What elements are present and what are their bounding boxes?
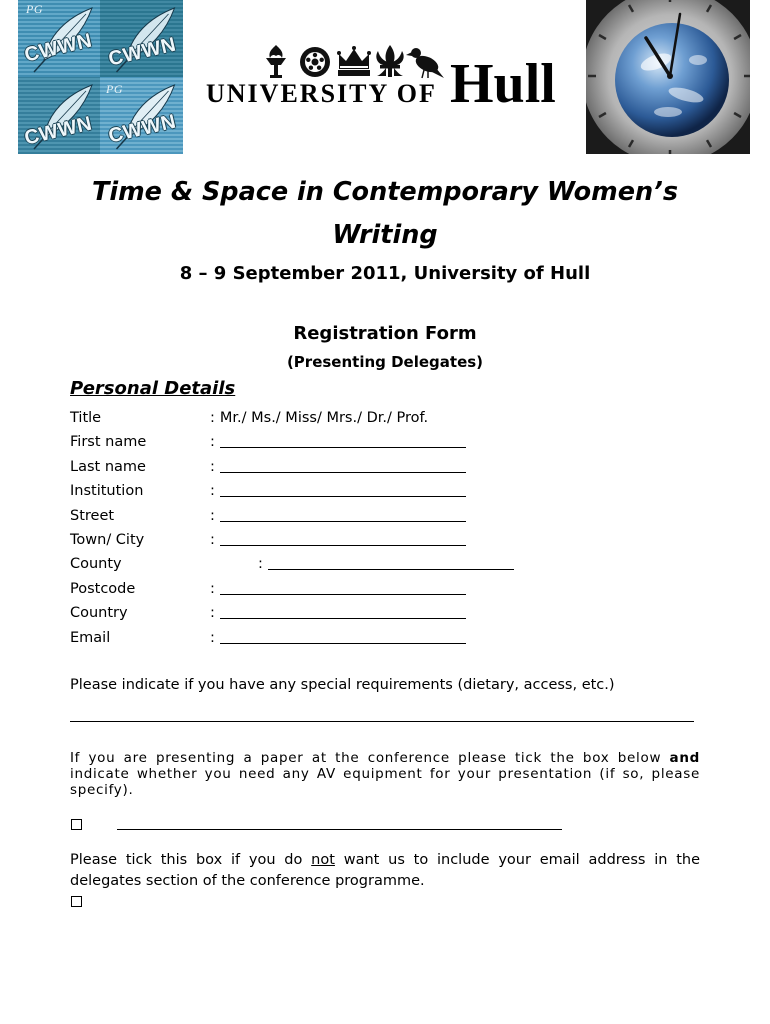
field-label: Last name <box>70 458 146 475</box>
country-blank[interactable] <box>220 605 466 619</box>
field-label: Title <box>70 410 102 426</box>
field-row-title <box>70 406 540 430</box>
form-title: Registration Form <box>293 323 477 344</box>
county-blank[interactable] <box>268 556 514 570</box>
fleur-de-lis-icon <box>376 45 403 77</box>
personal-details-fields <box>70 406 540 650</box>
logo-tile <box>18 77 100 154</box>
special-requirements-prompt: Please indicate if you have any special requirements (dietary, access, etc.) <box>70 677 615 693</box>
last-name-blank[interactable] <box>220 459 466 473</box>
field-separator: : <box>210 434 215 451</box>
av-paragraph-text: indicate whether you need any AV equipment for your presentation (if so, please <box>70 766 700 782</box>
email-optout-line <box>70 850 700 871</box>
field-label: Town/ City <box>70 531 145 548</box>
av-paragraph-text: specify). <box>70 782 134 798</box>
av-paragraph-text: If you are presenting a paper at the conference please tick the box below <box>70 750 662 766</box>
university-crest <box>262 44 444 80</box>
field-row-email <box>70 626 540 650</box>
email-optout-text: delegates section of the conference programme. <box>70 873 425 889</box>
field-row-institution <box>70 479 540 503</box>
field-separator: : <box>210 605 215 622</box>
logo-pg-text: PG <box>106 82 123 96</box>
field-label: County <box>70 556 122 573</box>
field-row-town-city <box>70 528 540 552</box>
field-separator: : <box>210 458 215 475</box>
crown-icon <box>337 46 371 76</box>
av-paragraph-line <box>70 782 700 798</box>
torch-icon <box>266 45 286 78</box>
form-subtitle: (Presenting Delegates) <box>286 353 484 371</box>
logo-pg-text: PG <box>26 2 43 16</box>
logo-cwwn-text: CWWN <box>106 110 179 148</box>
bird-icon <box>406 48 444 78</box>
field-row-postcode <box>70 577 540 601</box>
field-row-street <box>70 504 540 528</box>
globe <box>615 23 729 137</box>
field-label: Email <box>70 629 111 646</box>
av-equipment-blank[interactable] <box>117 829 562 830</box>
field-separator: : <box>210 410 215 426</box>
postcode-blank[interactable] <box>220 581 466 595</box>
field-separator: : <box>210 483 215 500</box>
street-blank[interactable] <box>220 508 466 522</box>
email-optout-line <box>70 871 700 892</box>
email-optout-text: want us to include your email address in the <box>343 852 701 868</box>
special-requirements-blank[interactable] <box>70 721 694 722</box>
av-paragraph-emphasis: and <box>669 750 700 766</box>
logo-cwwn-text: CWWN <box>22 29 95 67</box>
town-city-blank[interactable] <box>220 532 466 546</box>
field-label: Postcode <box>70 580 136 597</box>
field-row-last-name <box>70 455 540 479</box>
university-name: Hull <box>450 53 556 115</box>
email-optout-text: Please tick this box if you do <box>70 852 303 868</box>
logo-tile <box>100 77 183 154</box>
av-paragraph-line <box>70 766 700 782</box>
field-row-country <box>70 601 540 625</box>
page-title: Time & Space in Contemporary Women’s Writing <box>91 177 679 250</box>
first-name-blank[interactable] <box>220 434 466 448</box>
logo-tile <box>18 0 100 77</box>
email-blank[interactable] <box>220 630 466 644</box>
field-label: Country <box>70 605 128 622</box>
rose-icon <box>300 47 330 77</box>
conference-date: 8 – 9 September 2011, University of Hull <box>179 263 591 284</box>
clock-center <box>667 73 673 79</box>
field-separator: : <box>258 556 263 573</box>
av-paragraph-line <box>70 750 700 766</box>
field-row-first-name <box>70 430 540 454</box>
field-label: First name <box>70 434 147 451</box>
field-separator: : <box>210 531 215 548</box>
title-options[interactable]: Mr./ Ms./ Miss/ Mrs./ Dr./ Prof. <box>219 410 429 426</box>
university-name-prefix: UNIVERSITY OF <box>206 79 437 108</box>
field-row-county <box>70 552 540 576</box>
field-separator: : <box>210 629 215 646</box>
institution-blank[interactable] <box>220 483 466 497</box>
globe-clock-image <box>586 0 750 154</box>
field-separator: : <box>210 507 215 524</box>
field-label: Institution <box>70 483 144 500</box>
logo-cwwn-text: CWWN <box>22 112 95 150</box>
field-label: Street <box>70 507 115 524</box>
presenting-paper-checkbox-icon[interactable] <box>71 819 82 830</box>
field-separator: : <box>210 580 215 597</box>
section-heading-personal-details: Personal Details <box>70 378 236 399</box>
cwwn-logo <box>18 0 183 154</box>
logo-tile <box>100 0 183 77</box>
logo-cwwn-text: CWWN <box>106 33 179 71</box>
email-optout-checkbox-icon[interactable] <box>71 896 82 907</box>
email-optout-emphasis: not <box>311 852 335 868</box>
